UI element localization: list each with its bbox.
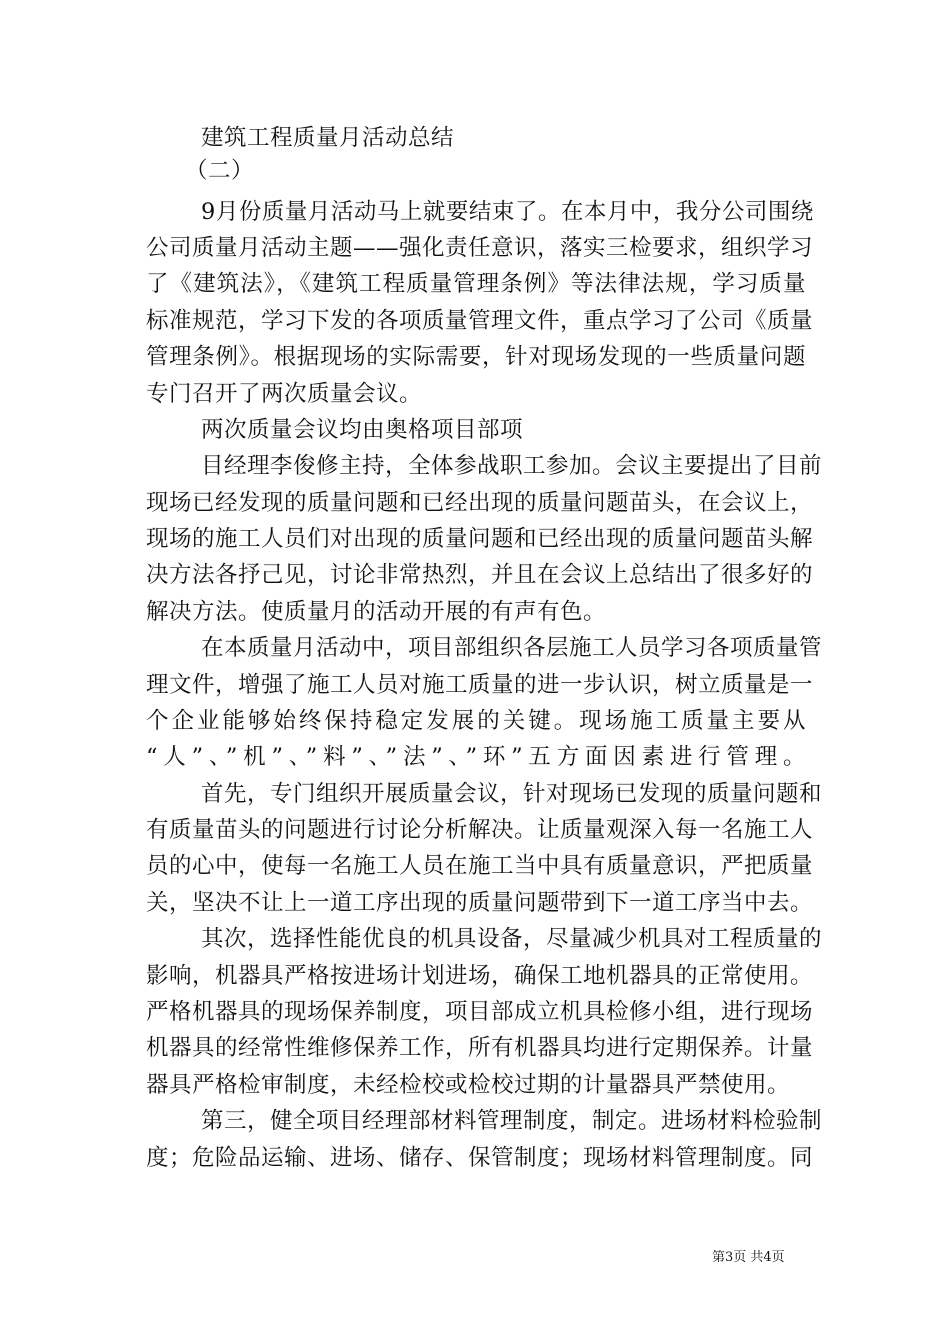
text-line: 现场的施工人员们对出现的质量问题和已经出现的质量问题苗头解 — [146, 526, 814, 552]
text-line: 现场已经发现的质量问题和已经出现的质量问题苗头，在会议上， — [146, 490, 814, 516]
text-line: 9月份质量月活动马上就要结束了。在本月中，我分公司围绕 — [201, 199, 814, 225]
document-subtitle: （二） — [185, 158, 255, 184]
text-line: 决方法各抒己见，讨论非常热烈，并且在会议上总结出了很多好的 — [146, 562, 814, 588]
text-line: 其次，选择性能优良的机具设备，尽量减少机具对工程质量的 — [201, 926, 823, 952]
text-line: 有质量苗头的问题进行讨论分析解决。让质量观深入每一名施工人 — [146, 817, 814, 843]
document-title: 建筑工程质量月活动总结 — [201, 125, 455, 151]
text-line: 影响，机器具严格按进场计划进场，确保工地机器具的正常使用。 — [146, 963, 814, 989]
text-line: 目经理李俊修主持，全体参战职工参加。会议主要提出了目前 — [201, 453, 823, 479]
text-line: 在本质量月活动中，项目部组织各层施工人员学习各项质量管 — [201, 635, 823, 661]
text-line: 机器具的经常性维修保养工作，所有机器具均进行定期保养。计量 — [146, 1035, 814, 1061]
text-line: 器具严格检审制度，未经检校或检校过期的计量器具严禁使用。 — [146, 1072, 791, 1098]
text-line: 关，坚决不让上一道工序出现的质量问题带到下一道工序当中去。 — [146, 890, 814, 916]
text-line: 度；危险品运输、进场、储存、保管制度；现场材料管理制度。同 — [146, 1145, 814, 1171]
text-line: 理文件，增强了施工人员对施工质量的进一步认识，树立质量是一 — [146, 672, 814, 698]
text-line: 了《建筑法》，《建筑工程质量管理条例》等法律法规，学习质量 — [146, 271, 806, 297]
text-line: 员的心中，使每一名施工人员在施工当中具有质量意识，严把质量 — [146, 853, 814, 879]
text-line: 两次质量会议均由奥格项目部项 — [201, 417, 524, 443]
text-line: “人”、”机”、”料”、”法”、”环”五方面因素进行管理。 — [146, 744, 806, 770]
text-line: 第三，健全项目经理部材料管理制度，制定。进场材料检验制 — [201, 1108, 823, 1134]
page-number-footer: 第3页 共4页 — [712, 1250, 785, 1265]
text-line: 严格机器具的现场保养制度，项目部成立机具检修小组，进行现场 — [146, 999, 814, 1025]
text-line: 个企业能够始终保持稳定发展的关键。现场施工质量主要从 — [146, 708, 806, 734]
text-line: 管理条例》。根据现场的实际需要，针对现场发现的一些质量问题 — [146, 344, 806, 370]
text-line: 首先，专门组织开展质量会议，针对现场已发现的质量问题和 — [201, 781, 823, 807]
text-line: 公司质量月活动主题——强化责任意识，落实三检要求，组织学习 — [146, 235, 814, 261]
text-line: 标准规范，学习下发的各项质量管理文件，重点学习了公司《质量 — [146, 308, 814, 334]
text-line: 专门召开了两次质量会议。 — [146, 381, 423, 407]
text-line: 解决方法。使质量月的活动开展的有声有色。 — [146, 599, 607, 625]
